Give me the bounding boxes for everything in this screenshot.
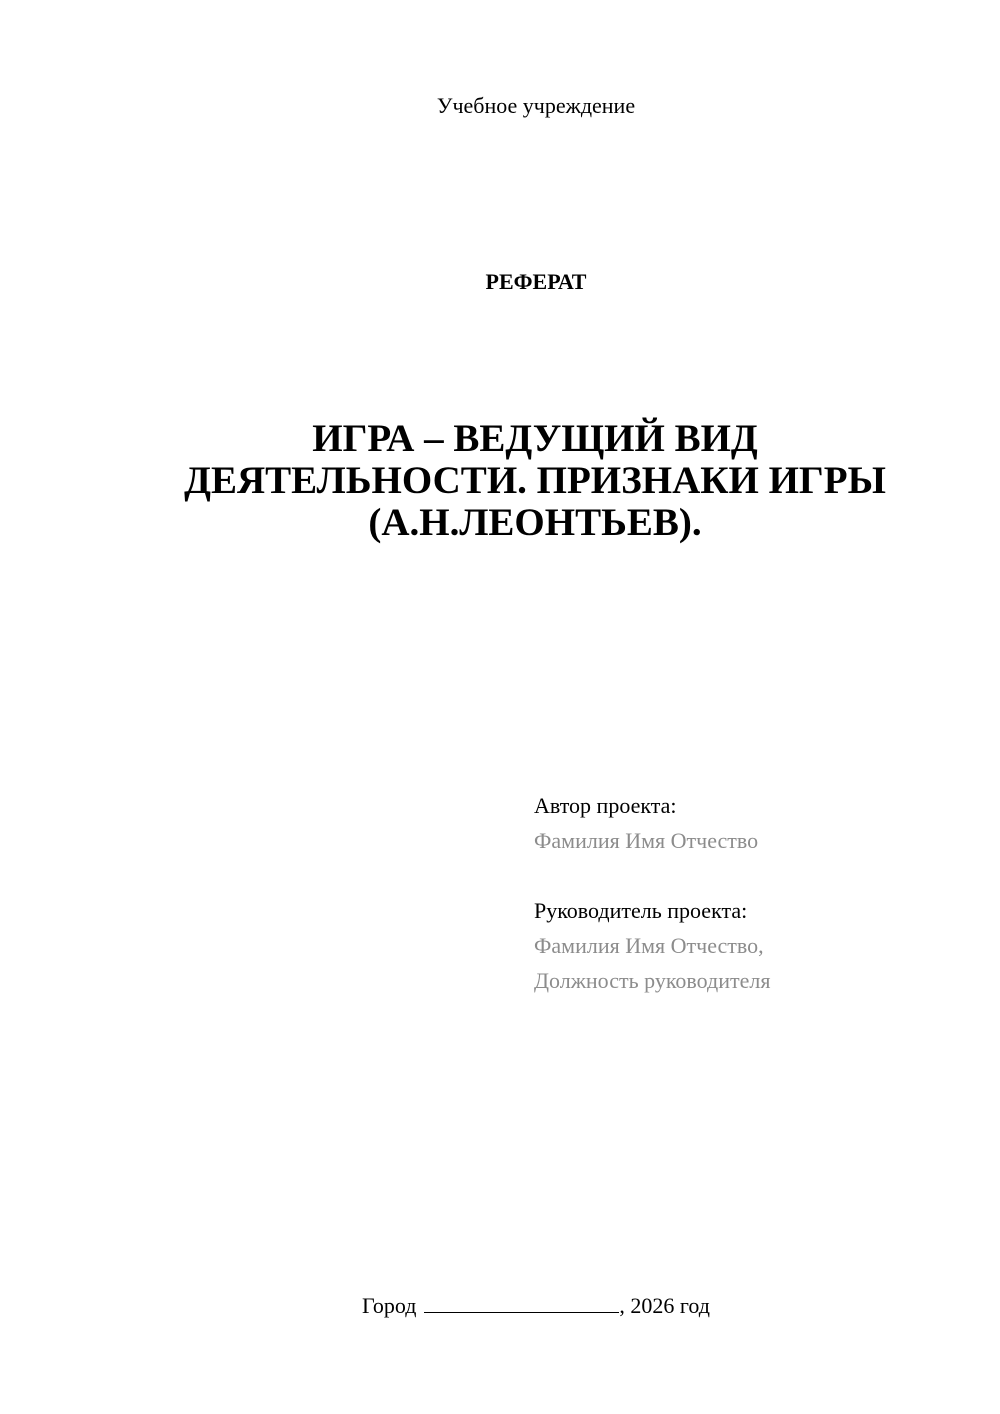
authors-block	[534, 788, 974, 998]
supervisor-label: Руководитель проекта:	[534, 898, 748, 923]
document-title	[150, 418, 920, 544]
city-year-line	[0, 1290, 1000, 1321]
author-label: Автор проекта:	[534, 793, 677, 818]
title-line: ИГРА – ВЕДУЩИЙ ВИД	[312, 417, 758, 460]
year-text: , 2026 год	[619, 1293, 710, 1318]
spacer	[534, 858, 974, 893]
title-line: (А.Н.ЛЕОНТЬЕВ).	[368, 501, 702, 544]
city-blank-field	[424, 1290, 619, 1313]
supervisor-name: Фамилия Имя Отчество,	[534, 933, 764, 958]
institution-name: Учебное учреждение	[436, 93, 636, 118]
title-line: ДЕЯТЕЛЬНОСТИ. ПРИЗНАКИ ИГРЫ	[184, 459, 886, 502]
author-name: Фамилия Имя Отчество	[534, 828, 759, 853]
city-label: Город	[362, 1293, 417, 1318]
supervisor-position: Должность руководителя	[534, 968, 771, 993]
document-type: РЕФЕРАТ	[485, 269, 587, 294]
